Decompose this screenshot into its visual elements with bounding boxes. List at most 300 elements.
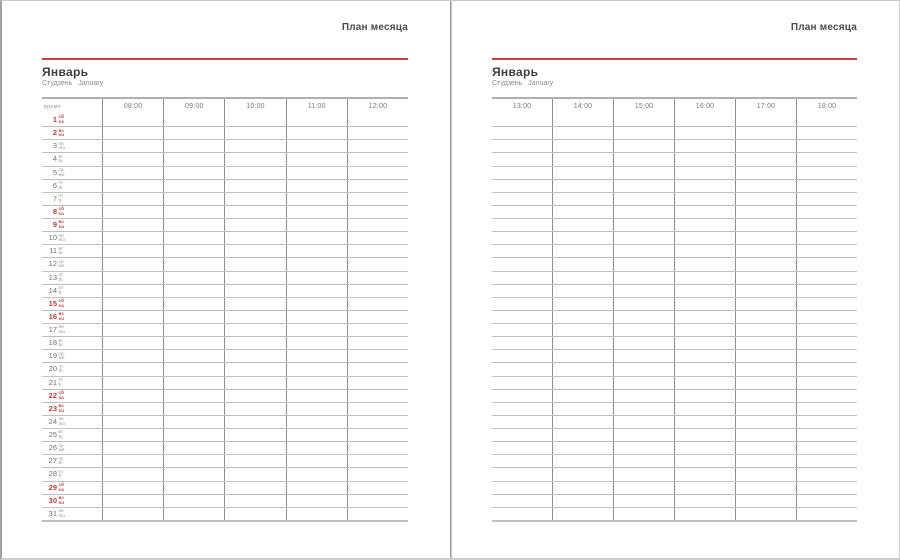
plan-cell xyxy=(347,403,408,415)
day-label xyxy=(42,337,102,349)
plan-cell xyxy=(224,403,285,415)
day-row xyxy=(492,403,857,416)
plan-cell xyxy=(552,403,613,415)
plan-cell xyxy=(492,245,552,257)
weekday-abbr xyxy=(59,312,65,321)
weekday-abbr xyxy=(59,234,66,243)
weekday-abbr-en: we xyxy=(58,171,65,177)
plan-cell xyxy=(102,272,163,284)
plan-cell xyxy=(347,180,408,192)
plan-cell xyxy=(613,167,674,179)
weekday-abbr xyxy=(59,470,64,479)
weekday-abbr xyxy=(59,286,64,295)
day-row xyxy=(492,468,857,481)
weekday-abbr xyxy=(59,207,65,216)
plan-cell xyxy=(796,468,857,480)
weekday-abbr-en: su xyxy=(58,499,65,505)
plan-cell xyxy=(163,416,224,428)
plan-cell xyxy=(102,311,163,323)
plan-cell xyxy=(286,350,347,362)
plan-cell xyxy=(735,429,796,441)
plan-cell xyxy=(613,285,674,297)
day-row xyxy=(492,324,857,337)
plan-cell xyxy=(347,482,408,494)
weekday-abbr xyxy=(59,194,64,203)
weekday-abbr xyxy=(59,168,65,177)
plan-cell xyxy=(735,167,796,179)
weekday-abbr xyxy=(59,325,66,334)
plan-cell xyxy=(224,390,285,402)
plan-cell xyxy=(552,482,613,494)
day-row xyxy=(492,416,857,429)
day-number: 18 xyxy=(48,338,57,348)
plan-cell xyxy=(735,232,796,244)
plan-cell xyxy=(163,285,224,297)
weekday-abbr-en: sa xyxy=(58,210,64,216)
plan-cell xyxy=(286,272,347,284)
plan-cell xyxy=(492,140,552,152)
plan-cell xyxy=(735,508,796,520)
weekday-abbr xyxy=(59,339,64,348)
plan-cell xyxy=(347,508,408,520)
weekday-abbr-ru: пн xyxy=(58,324,64,330)
plan-cell xyxy=(492,206,552,218)
plan-cell xyxy=(552,193,613,205)
plan-cell xyxy=(492,153,552,165)
plan-cell xyxy=(492,403,552,415)
time-column-header: 10:00 xyxy=(224,99,285,114)
month-title: Январь xyxy=(42,65,89,79)
plan-cell xyxy=(735,140,796,152)
plan-cell xyxy=(102,140,163,152)
plan-cell xyxy=(674,285,735,297)
plan-cell xyxy=(735,258,796,270)
day-label xyxy=(42,245,102,257)
plan-cell xyxy=(492,429,552,441)
plan-cell xyxy=(552,337,613,349)
plan-cell xyxy=(552,311,613,323)
plan-cell xyxy=(613,245,674,257)
plan-cell xyxy=(552,285,613,297)
day-row xyxy=(492,350,857,363)
day-row xyxy=(42,416,408,429)
plan-cell xyxy=(347,167,408,179)
plan-cell xyxy=(163,258,224,270)
plan-cell xyxy=(796,114,857,126)
day-number: 3 xyxy=(52,141,57,151)
weekday-abbr-ru: пт xyxy=(58,376,64,382)
plan-cell xyxy=(492,337,552,349)
plan-cell xyxy=(613,232,674,244)
plan-cell xyxy=(163,468,224,480)
plan-cell xyxy=(674,180,735,192)
day-row xyxy=(42,495,408,508)
weekday-abbr-en: fr xyxy=(58,289,62,295)
plan-cell xyxy=(286,298,347,310)
plan-cell xyxy=(347,153,408,165)
weekday-abbr xyxy=(59,365,64,374)
plan-cell xyxy=(613,482,674,494)
plan-cell xyxy=(286,206,347,218)
plan-cell xyxy=(552,180,613,192)
weekday-abbr xyxy=(59,509,66,518)
day-label xyxy=(42,390,102,402)
day-row xyxy=(492,219,857,232)
day-row xyxy=(492,363,857,376)
day-row xyxy=(492,127,857,140)
plan-cell xyxy=(735,337,796,349)
day-row xyxy=(492,377,857,390)
day-row xyxy=(492,311,857,324)
plan-cell xyxy=(735,311,796,323)
plan-cell xyxy=(674,390,735,402)
table-body xyxy=(42,114,408,522)
day-row xyxy=(42,153,408,166)
plan-cell xyxy=(163,324,224,336)
day-label xyxy=(42,206,102,218)
plan-cell xyxy=(347,258,408,270)
plan-cell xyxy=(102,337,163,349)
plan-cell xyxy=(163,429,224,441)
day-label xyxy=(42,272,102,284)
plan-cell xyxy=(613,363,674,375)
plan-cell xyxy=(492,363,552,375)
day-label xyxy=(42,114,102,126)
plan-cell xyxy=(163,508,224,520)
plan-cell xyxy=(735,285,796,297)
plan-cell xyxy=(163,403,224,415)
day-number: 8 xyxy=(52,206,57,216)
plan-cell xyxy=(163,272,224,284)
plan-cell xyxy=(286,324,347,336)
plan-cell xyxy=(286,232,347,244)
plan-cell xyxy=(796,390,857,402)
plan-cell xyxy=(347,193,408,205)
day-number: 1 xyxy=(52,115,57,125)
plan-cell xyxy=(347,337,408,349)
plan-cell xyxy=(286,153,347,165)
plan-cell xyxy=(492,350,552,362)
plan-cell xyxy=(347,363,408,375)
plan-cell xyxy=(796,272,857,284)
day-label xyxy=(42,193,102,205)
day-row xyxy=(42,508,408,521)
weekday-abbr-ru: ср xyxy=(58,350,64,356)
plan-cell xyxy=(492,272,552,284)
plan-cell xyxy=(796,206,857,218)
plan-cell xyxy=(492,455,552,467)
day-row xyxy=(42,272,408,285)
plan-cell xyxy=(286,429,347,441)
day-label xyxy=(42,127,102,139)
plan-cell xyxy=(613,180,674,192)
day-label xyxy=(42,258,102,270)
day-number: 9 xyxy=(52,220,57,230)
weekday-abbr-ru: пт xyxy=(58,285,64,291)
weekday-abbr-ru: пн xyxy=(58,508,64,514)
plan-cell xyxy=(492,167,552,179)
plan-cell xyxy=(552,127,613,139)
weekday-abbr xyxy=(59,129,65,138)
weekday-abbr-en: tu xyxy=(58,250,63,256)
plan-cell xyxy=(735,245,796,257)
plan-cell xyxy=(492,442,552,454)
day-row xyxy=(492,455,857,468)
weekday-abbr xyxy=(59,247,64,256)
plan-cell xyxy=(224,377,285,389)
weekday-abbr-en: sa xyxy=(58,119,64,125)
weekday-abbr-en: fr xyxy=(58,197,62,203)
plan-cell xyxy=(102,127,163,139)
plan-cell xyxy=(286,193,347,205)
plan-cell xyxy=(796,180,857,192)
plan-cell xyxy=(674,311,735,323)
weekday-abbr-ru: ср xyxy=(58,258,64,264)
plan-cell xyxy=(552,298,613,310)
weekday-abbr xyxy=(59,352,65,361)
plan-cell xyxy=(796,337,857,349)
plan-cell xyxy=(613,324,674,336)
plan-cell xyxy=(492,468,552,480)
plan-cell xyxy=(286,219,347,231)
plan-cell xyxy=(347,468,408,480)
plan-cell xyxy=(796,140,857,152)
time-column-header: 09:00 xyxy=(163,99,224,114)
plan-cell xyxy=(552,429,613,441)
plan-cell xyxy=(796,350,857,362)
day-label xyxy=(42,232,102,244)
plan-cell xyxy=(552,140,613,152)
weekday-abbr-ru: вс xyxy=(58,219,65,225)
plan-cell xyxy=(102,258,163,270)
day-label xyxy=(42,416,102,428)
plan-cell xyxy=(552,219,613,231)
plan-cell xyxy=(735,403,796,415)
day-row xyxy=(492,258,857,271)
plan-cell xyxy=(347,442,408,454)
day-number: 24 xyxy=(48,416,57,426)
plan-cell xyxy=(796,311,857,323)
time-column-header: 12:00 xyxy=(347,99,408,114)
plan-cell xyxy=(102,442,163,454)
day-label xyxy=(42,180,102,192)
weekday-abbr xyxy=(59,273,64,282)
plan-cell xyxy=(552,350,613,362)
page-title: План месяца xyxy=(341,22,408,33)
plan-cell xyxy=(286,468,347,480)
plan-cell xyxy=(613,442,674,454)
plan-cell xyxy=(613,377,674,389)
plan-cell xyxy=(613,140,674,152)
plan-cell xyxy=(613,298,674,310)
weekday-abbr-en: fr xyxy=(58,381,62,387)
plan-cell xyxy=(735,272,796,284)
plan-cell xyxy=(674,337,735,349)
day-row xyxy=(492,298,857,311)
day-row xyxy=(42,219,408,232)
plan-cell xyxy=(735,193,796,205)
day-number: 21 xyxy=(48,377,57,387)
time-column-header: 17:00 xyxy=(735,99,796,114)
weekday-abbr-en: th xyxy=(58,184,63,190)
weekday-abbr-en: th xyxy=(58,368,63,374)
weekday-abbr xyxy=(59,444,65,453)
day-row xyxy=(42,167,408,180)
day-number: 30 xyxy=(48,495,57,505)
plan-cell xyxy=(347,232,408,244)
weekday-abbr-en: th xyxy=(58,460,63,466)
plan-cell xyxy=(102,206,163,218)
plan-cell xyxy=(286,311,347,323)
plan-cell xyxy=(224,180,285,192)
plan-cell xyxy=(796,298,857,310)
day-row xyxy=(42,206,408,219)
day-row xyxy=(42,311,408,324)
plan-cell xyxy=(613,206,674,218)
plan-cell xyxy=(674,508,735,520)
weekday-abbr-ru: чт xyxy=(58,271,64,277)
plan-cell xyxy=(224,285,285,297)
plan-cell xyxy=(163,245,224,257)
plan-cell xyxy=(347,311,408,323)
plan-cell xyxy=(796,285,857,297)
plan-cell xyxy=(613,468,674,480)
day-row xyxy=(42,468,408,481)
plan-cell xyxy=(735,495,796,507)
plan-cell xyxy=(102,495,163,507)
plan-cell xyxy=(492,180,552,192)
day-row xyxy=(42,298,408,311)
day-label xyxy=(42,324,102,336)
plan-cell xyxy=(735,114,796,126)
day-number: 16 xyxy=(48,311,57,321)
left-page xyxy=(2,1,451,558)
weekday-abbr-ru: вс xyxy=(58,311,65,317)
plan-cell xyxy=(347,298,408,310)
plan-cell xyxy=(492,324,552,336)
plan-cell xyxy=(163,495,224,507)
plan-cell xyxy=(735,127,796,139)
plan-cell xyxy=(735,468,796,480)
plan-cell xyxy=(286,482,347,494)
table-body xyxy=(492,114,857,522)
plan-cell xyxy=(347,377,408,389)
plan-cell xyxy=(102,180,163,192)
plan-cell xyxy=(224,114,285,126)
weekday-abbr xyxy=(59,417,66,426)
plan-cell xyxy=(224,245,285,257)
plan-cell xyxy=(347,416,408,428)
day-label xyxy=(42,350,102,362)
day-row xyxy=(492,153,857,166)
plan-cell xyxy=(102,482,163,494)
plan-cell xyxy=(492,219,552,231)
day-row xyxy=(492,508,857,521)
plan-cell xyxy=(286,258,347,270)
plan-cell xyxy=(674,350,735,362)
plan-cell xyxy=(674,495,735,507)
plan-cell xyxy=(347,455,408,467)
table-header-row xyxy=(42,97,408,114)
plan-cell xyxy=(224,455,285,467)
day-number: 12 xyxy=(48,259,57,269)
plan-cell xyxy=(102,324,163,336)
weekday-abbr-en: mo xyxy=(58,237,66,243)
plan-cell xyxy=(163,455,224,467)
day-number: 26 xyxy=(48,443,57,453)
plan-cell xyxy=(796,363,857,375)
day-number: 7 xyxy=(52,193,57,203)
plan-cell xyxy=(613,508,674,520)
plan-cell xyxy=(347,114,408,126)
weekday-abbr-ru: чт xyxy=(58,363,64,369)
plan-cell xyxy=(796,508,857,520)
plan-cell xyxy=(163,482,224,494)
plan-cell xyxy=(102,468,163,480)
weekday-abbr-en: su xyxy=(58,315,65,321)
plan-cell xyxy=(347,219,408,231)
plan-cell xyxy=(286,285,347,297)
plan-cell xyxy=(347,495,408,507)
plan-cell xyxy=(735,350,796,362)
day-number: 11 xyxy=(49,246,57,256)
day-row xyxy=(42,285,408,298)
plan-cell xyxy=(674,363,735,375)
day-row xyxy=(42,442,408,455)
plan-cell xyxy=(224,140,285,152)
plan-cell xyxy=(224,272,285,284)
plan-cell xyxy=(674,219,735,231)
plan-cell xyxy=(613,153,674,165)
plan-cell xyxy=(163,153,224,165)
plan-cell xyxy=(102,350,163,362)
plan-cell xyxy=(347,285,408,297)
plan-cell xyxy=(613,390,674,402)
day-row xyxy=(492,442,857,455)
plan-cell xyxy=(492,298,552,310)
plan-cell xyxy=(224,311,285,323)
plan-cell xyxy=(735,455,796,467)
weekday-abbr-ru: пн xyxy=(58,416,64,422)
time-column-header: 14:00 xyxy=(552,99,613,114)
plan-cell xyxy=(735,390,796,402)
plan-cell xyxy=(735,219,796,231)
plan-cell xyxy=(286,495,347,507)
plan-cell xyxy=(492,232,552,244)
plan-cell xyxy=(796,455,857,467)
day-number: 31 xyxy=(48,508,57,518)
plan-cell xyxy=(102,285,163,297)
weekday-abbr-ru: пт xyxy=(58,468,64,474)
day-number: 4 xyxy=(52,154,57,164)
weekday-abbr xyxy=(59,181,64,190)
plan-cell xyxy=(163,206,224,218)
plan-cell xyxy=(552,324,613,336)
plan-cell xyxy=(552,377,613,389)
plan-cell xyxy=(552,390,613,402)
plan-cell xyxy=(286,377,347,389)
plan-cell xyxy=(613,495,674,507)
weekday-abbr xyxy=(59,220,65,229)
time-column-header: 08:00 xyxy=(102,99,163,114)
plan-cell xyxy=(552,442,613,454)
month-block xyxy=(42,66,408,88)
day-number: 17 xyxy=(48,325,57,335)
plan-cell xyxy=(796,167,857,179)
plan-cell xyxy=(163,298,224,310)
plan-cell xyxy=(735,377,796,389)
day-row xyxy=(492,193,857,206)
